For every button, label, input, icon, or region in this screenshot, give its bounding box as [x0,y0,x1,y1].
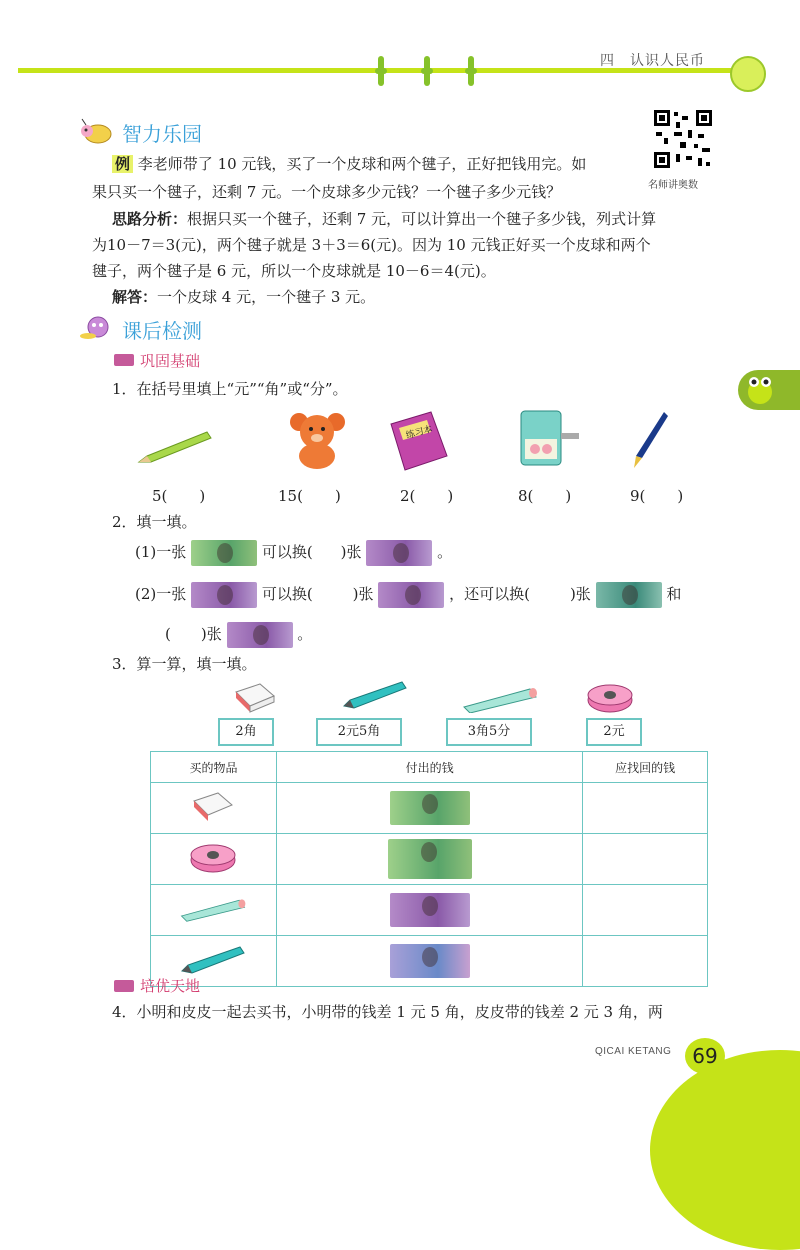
binder-pin [378,56,384,86]
banknote-5-yuan [390,944,470,978]
section-title-kehou: 课后检测 [122,319,202,343]
paid-cell [276,936,582,987]
pencil-icon [460,685,540,713]
question-2: 2．填一填。 [112,513,197,531]
change-cell[interactable] [583,783,708,834]
table-header: 应找回的钱 [583,752,708,783]
pencil-sharpener-icon [515,405,585,470]
blank-item-4[interactable]: 8( ) [518,487,572,505]
table-row [151,834,708,885]
svg-text:练习本: 练习本 [405,424,434,442]
banknote-1-yuan [191,540,257,566]
table-header-row [151,752,708,783]
blank-item-5[interactable]: 9( ) [630,487,684,505]
example-line1: 李老师带了 10 元钱，买了一个皮球和两个毽子，正好把钱用完。如 [137,155,587,173]
analysis-label: 思路分析： [112,210,188,228]
ballpoint-pen-icon [340,680,410,710]
monster-mascot-icon [78,312,114,340]
analysis-paragraph [112,205,732,233]
banknote-2-fen [596,582,662,608]
blank-item-2[interactable]: 15( ) [278,487,341,505]
example-label: 例 [112,155,133,173]
chapter-side-tab [738,370,800,410]
section-title-zhili: 智力乐园 [122,122,202,146]
banknote-1-yuan [390,791,470,825]
binder-pin [424,56,430,86]
blank-item-3[interactable]: 2( ) [400,487,454,505]
question-4: 4．小明和皮皮一起去买书，小明带的钱差 1 元 5 角，皮皮带的钱差 2 元 3 角，两 [112,1003,663,1021]
page-number: 69 [685,1038,725,1074]
item-cell [151,783,277,834]
table-row [151,936,708,987]
binder-pin [468,56,474,86]
purchase-table [150,751,708,987]
banknote-10-yuan [388,839,472,879]
qr-caption: 名师讲奥数 [648,180,698,191]
price-tag-pen: 2元5角 [316,718,402,746]
change-cell[interactable] [583,936,708,987]
price-tag-pencil: 3角5分 [446,718,532,746]
example-paragraph [112,150,652,178]
analysis-line3: 毽子，两个毽子是 6 元，所以一个皮球就是 10－6＝4(元)。 [92,262,496,280]
subtitle-peiyou: 培优天地 [140,977,201,995]
pencil-icon [114,354,134,366]
question-2-2: (2)一张 可以换( )张 ，还可以换( )张 和 [135,580,681,608]
pencil-icon [114,980,134,992]
blank-item-1[interactable]: 5( ) [152,487,206,505]
ballpoint-pen-icon [178,945,248,975]
frog-icon [730,56,766,92]
paid-cell [276,834,582,885]
paid-cell [276,783,582,834]
paid-cell [276,885,582,936]
pencil-icon [178,895,248,923]
answer-label: 解答： [112,288,158,306]
analysis-line1: 根据只买一个毽子，还剩 7 元，可以计算出一个毽子多少钱，列式计算 [187,210,657,228]
banknote-1-jiao [366,540,432,566]
change-cell[interactable] [583,834,708,885]
analysis-line2: 为10－7＝3(元)，两个毽子就是 3＋3＝6(元)。因为 10 元钱正好买一个皮球和两个 [92,236,651,254]
subtitle-gonggu: 巩固基础 [140,352,201,370]
answer-text: 一个皮球 4 元，一个毽子 3 元。 [157,288,376,306]
answer-paragraph [112,283,712,311]
notebook-icon [385,410,453,472]
question-2-2-cont: ( )张 。 [165,620,312,648]
price-tag-sharpener: 2元 [586,718,642,746]
banknote-5-fen [227,622,293,648]
footer-brand: QICAI KETANG [595,1046,672,1057]
fountain-pen-icon [630,410,670,470]
table-row [151,885,708,936]
pencil-icon [135,428,215,468]
frog-icon [742,372,778,408]
question-2-1: (1)一张 可以换( )张 。 [135,538,452,566]
item-cell [151,885,277,936]
pencil-sharpener-icon [188,840,238,876]
eraser-icon [188,791,238,823]
table-header: 买的物品 [151,752,277,783]
banknote-1-jiao [191,582,257,608]
change-cell[interactable] [583,885,708,936]
eraser-icon [230,682,280,714]
pencil-sharpener-icon [585,680,635,716]
item-cell [151,834,277,885]
corner-decoration [650,1050,800,1250]
table-header: 付出的钱 [276,752,582,783]
question-3: 3．算一算，填一填。 [112,655,257,673]
banknote-1-jiao [390,893,470,927]
price-tag-eraser: 2角 [218,718,274,746]
unit-title: 四 认识人民币 [600,52,705,68]
question-1: 1．在括号里填上“元”“角”或“分”。 [112,380,348,398]
qr-code-icon[interactable] [652,108,714,170]
teddy-bear-icon [285,410,350,470]
table-row [151,783,708,834]
bug-mascot-icon [78,118,114,146]
banknote-5-fen [378,582,444,608]
example-line2: 果只买一个毽子，还剩 7 元。一个皮球多少元钱？一个毽子多少元钱？ [92,183,562,201]
